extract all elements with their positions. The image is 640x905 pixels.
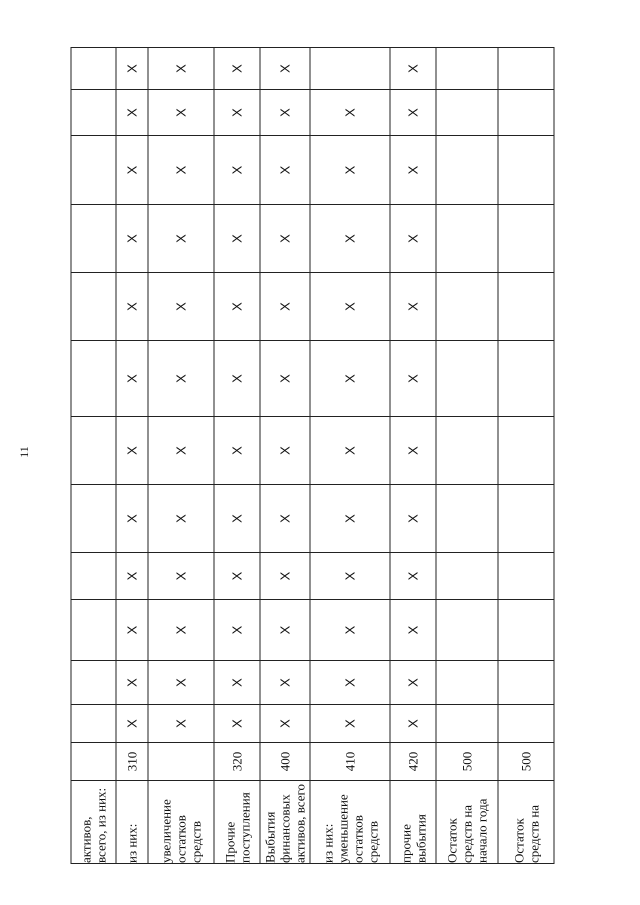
value-cell: X bbox=[260, 485, 310, 553]
value-cell: X bbox=[390, 205, 436, 273]
value-cell bbox=[71, 341, 116, 417]
table-row bbox=[498, 48, 554, 864]
value-cell bbox=[71, 205, 116, 273]
value-cell: X bbox=[260, 90, 310, 136]
value-cell: X bbox=[390, 600, 436, 661]
table-body bbox=[71, 48, 554, 864]
value-cell: X bbox=[390, 48, 436, 90]
value-cell bbox=[310, 48, 390, 90]
row-label: Выбытия финансовых активов, всего bbox=[260, 781, 310, 864]
value-cell bbox=[498, 48, 554, 90]
value-cell: X bbox=[148, 553, 214, 600]
value-cell: X bbox=[214, 661, 260, 705]
value-cell bbox=[71, 485, 116, 553]
value-cell bbox=[71, 661, 116, 705]
value-cell: X bbox=[310, 661, 390, 705]
table-row bbox=[390, 48, 436, 864]
value-cell bbox=[436, 600, 498, 661]
value-cell bbox=[498, 341, 554, 417]
value-cell: X bbox=[148, 485, 214, 553]
financial-report-table bbox=[71, 47, 555, 864]
value-cell: X bbox=[214, 341, 260, 417]
value-cell: X bbox=[148, 417, 214, 485]
value-cell: X bbox=[116, 48, 148, 90]
value-cell: X bbox=[116, 205, 148, 273]
value-cell: X bbox=[390, 485, 436, 553]
value-cell: X bbox=[116, 705, 148, 743]
value-cell: X bbox=[214, 273, 260, 341]
value-cell: X bbox=[390, 417, 436, 485]
value-cell: X bbox=[260, 417, 310, 485]
value-cell: X bbox=[260, 600, 310, 661]
value-cell: X bbox=[214, 417, 260, 485]
value-cell: X bbox=[116, 600, 148, 661]
table-row bbox=[260, 48, 310, 864]
value-cell bbox=[71, 90, 116, 136]
value-cell: X bbox=[390, 341, 436, 417]
row-code: 500 bbox=[498, 743, 554, 781]
table-row bbox=[436, 48, 498, 864]
row-code bbox=[148, 743, 214, 781]
row-label: Прочие поступления bbox=[214, 781, 260, 864]
value-cell: X bbox=[260, 136, 310, 205]
value-cell bbox=[71, 136, 116, 205]
row-label: из них: bbox=[116, 781, 148, 864]
value-cell: X bbox=[214, 705, 260, 743]
value-cell: X bbox=[260, 273, 310, 341]
value-cell: X bbox=[148, 205, 214, 273]
value-cell: X bbox=[390, 661, 436, 705]
value-cell: X bbox=[116, 417, 148, 485]
table-row bbox=[310, 48, 390, 864]
value-cell: X bbox=[310, 90, 390, 136]
value-cell: X bbox=[260, 553, 310, 600]
value-cell: X bbox=[390, 553, 436, 600]
value-cell: X bbox=[116, 273, 148, 341]
value-cell bbox=[436, 273, 498, 341]
value-cell bbox=[498, 553, 554, 600]
row-label: прочие выбытия bbox=[390, 781, 436, 864]
value-cell: X bbox=[214, 553, 260, 600]
value-cell bbox=[71, 273, 116, 341]
value-cell: X bbox=[310, 417, 390, 485]
value-cell: X bbox=[214, 90, 260, 136]
value-cell: X bbox=[390, 90, 436, 136]
table-row bbox=[116, 48, 148, 864]
value-cell: X bbox=[148, 341, 214, 417]
value-cell: X bbox=[116, 136, 148, 205]
value-cell: X bbox=[116, 485, 148, 553]
value-cell bbox=[498, 705, 554, 743]
value-cell: X bbox=[214, 205, 260, 273]
value-cell: X bbox=[310, 341, 390, 417]
value-cell: X bbox=[116, 661, 148, 705]
value-cell: X bbox=[214, 48, 260, 90]
value-cell bbox=[436, 417, 498, 485]
value-cell bbox=[498, 485, 554, 553]
value-cell: X bbox=[148, 90, 214, 136]
value-cell: X bbox=[116, 341, 148, 417]
value-cell bbox=[71, 600, 116, 661]
value-cell bbox=[71, 48, 116, 90]
value-cell: X bbox=[310, 205, 390, 273]
value-cell: X bbox=[214, 600, 260, 661]
value-cell bbox=[436, 661, 498, 705]
row-code: 400 bbox=[260, 743, 310, 781]
value-cell bbox=[436, 553, 498, 600]
value-cell: X bbox=[390, 705, 436, 743]
row-code: 410 bbox=[310, 743, 390, 781]
value-cell: X bbox=[310, 553, 390, 600]
value-cell: X bbox=[260, 48, 310, 90]
value-cell bbox=[436, 341, 498, 417]
row-label: Остаток средств на начало года bbox=[436, 781, 498, 864]
value-cell: X bbox=[310, 273, 390, 341]
value-cell: X bbox=[310, 705, 390, 743]
value-cell: X bbox=[148, 705, 214, 743]
page-number: 11 bbox=[17, 446, 31, 458]
value-cell bbox=[498, 205, 554, 273]
value-cell: X bbox=[148, 273, 214, 341]
value-cell: X bbox=[390, 136, 436, 205]
table-row bbox=[148, 48, 214, 864]
row-code: 420 bbox=[390, 743, 436, 781]
row-code: 320 bbox=[214, 743, 260, 781]
value-cell bbox=[71, 553, 116, 600]
value-cell bbox=[498, 136, 554, 205]
value-cell: X bbox=[260, 205, 310, 273]
value-cell: X bbox=[116, 90, 148, 136]
table-row bbox=[71, 48, 116, 864]
value-cell: X bbox=[214, 485, 260, 553]
value-cell: X bbox=[260, 341, 310, 417]
value-cell bbox=[498, 273, 554, 341]
table-row bbox=[214, 48, 260, 864]
row-code: 500 bbox=[436, 743, 498, 781]
value-cell bbox=[498, 417, 554, 485]
value-cell: X bbox=[148, 136, 214, 205]
value-cell: X bbox=[310, 485, 390, 553]
value-cell bbox=[436, 48, 498, 90]
value-cell: X bbox=[148, 661, 214, 705]
value-cell: X bbox=[214, 136, 260, 205]
rotated-table-container bbox=[71, 48, 554, 864]
value-cell: X bbox=[116, 553, 148, 600]
row-label: из них: уменьшение остатков средств bbox=[310, 781, 390, 864]
value-cell: X bbox=[390, 273, 436, 341]
value-cell bbox=[71, 705, 116, 743]
value-cell bbox=[498, 661, 554, 705]
value-cell: X bbox=[148, 48, 214, 90]
value-cell bbox=[498, 600, 554, 661]
value-cell: X bbox=[260, 705, 310, 743]
value-cell: X bbox=[310, 136, 390, 205]
value-cell bbox=[436, 485, 498, 553]
row-code bbox=[71, 743, 116, 781]
row-label: увеличение остатков средств bbox=[148, 781, 214, 864]
value-cell bbox=[436, 90, 498, 136]
row-label: активов, всего, из них: bbox=[71, 781, 116, 864]
value-cell bbox=[498, 90, 554, 136]
value-cell bbox=[436, 136, 498, 205]
value-cell bbox=[436, 205, 498, 273]
value-cell bbox=[436, 705, 498, 743]
value-cell: X bbox=[260, 661, 310, 705]
value-cell bbox=[71, 417, 116, 485]
row-label: Остаток средств на bbox=[498, 781, 554, 864]
value-cell: X bbox=[310, 600, 390, 661]
value-cell: X bbox=[148, 600, 214, 661]
row-code: 310 bbox=[116, 743, 148, 781]
